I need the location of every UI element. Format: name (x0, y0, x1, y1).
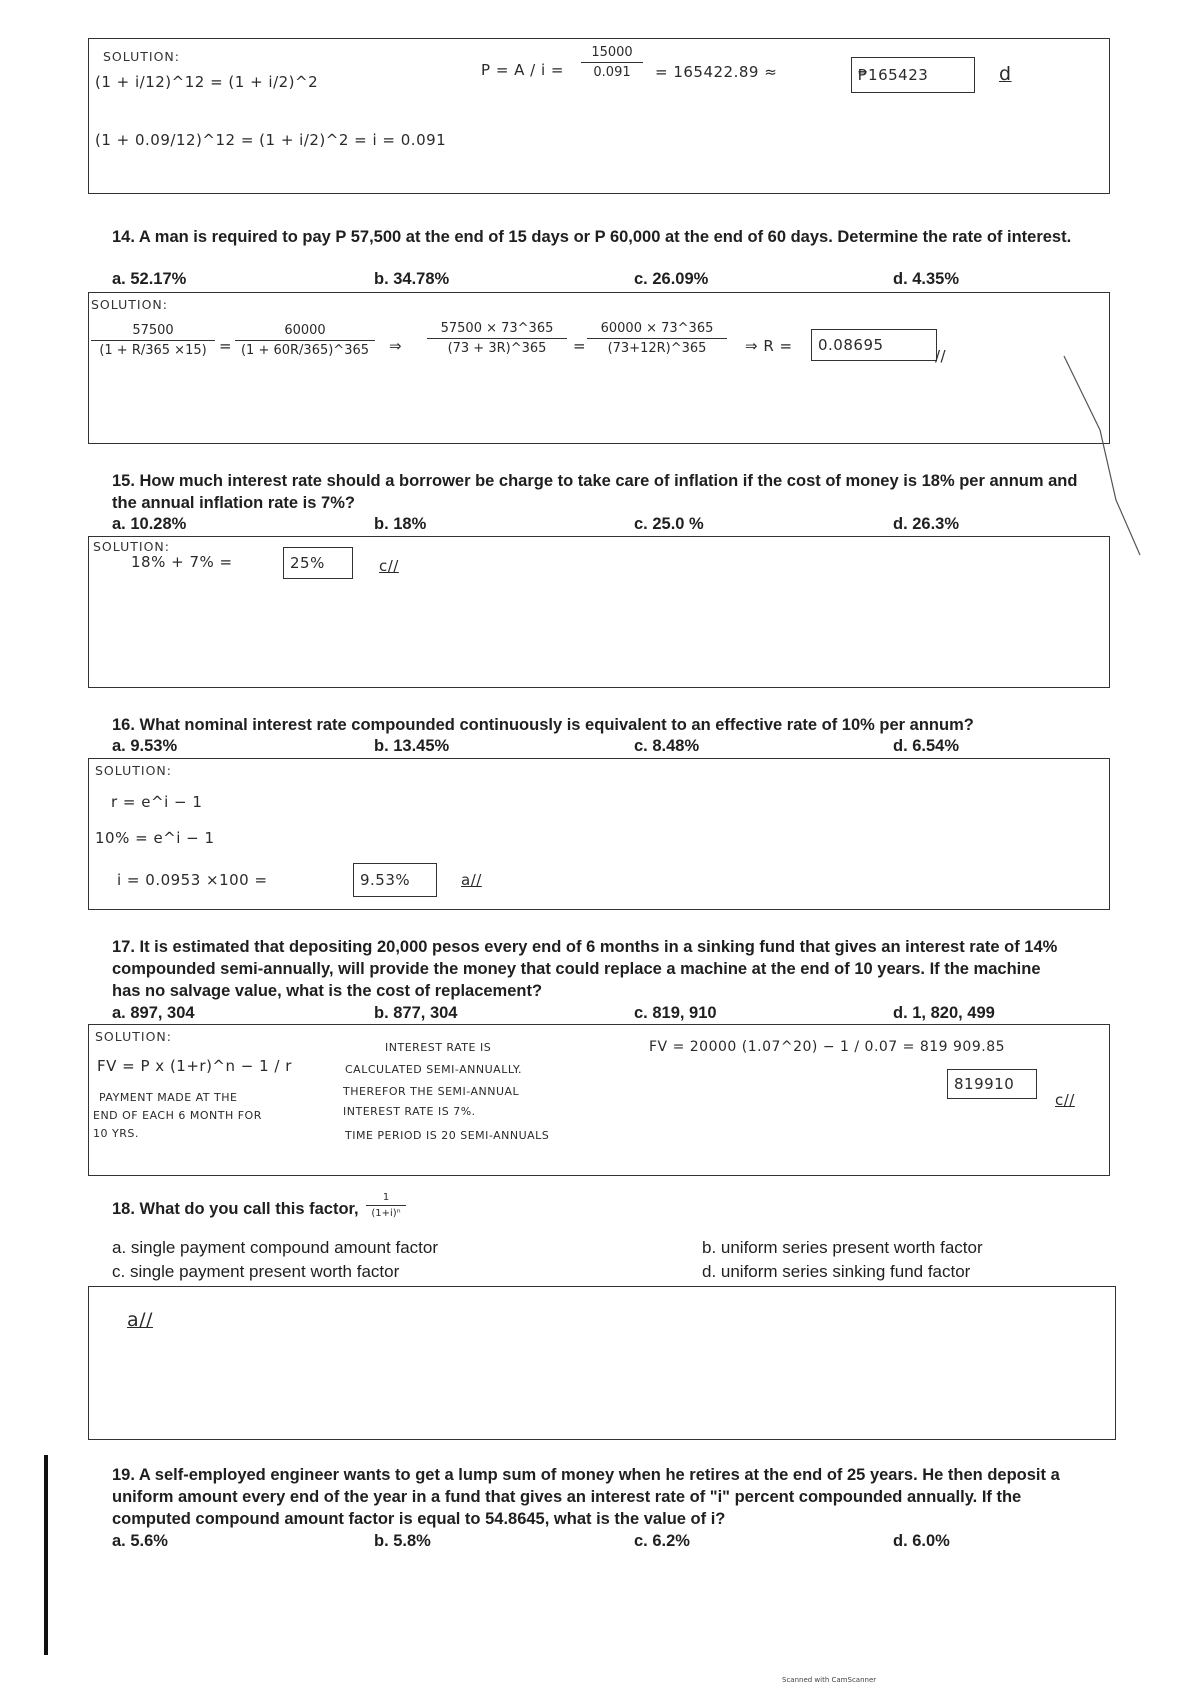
q14-solution-label: SOLUTION: (91, 297, 168, 312)
q14-answer: 0.08695 (811, 329, 937, 361)
pen-stroke-path (1064, 356, 1140, 555)
q16-answer: 9.53% (353, 863, 437, 897)
q17-note-mid-1: INTEREST RATE IS (385, 1041, 492, 1054)
q19-option-b: b. 5.8% (374, 1532, 431, 1550)
q14-f3-den: (73 + 3R)^365 (447, 341, 547, 356)
q17-letter: c// (1055, 1091, 1075, 1109)
q15-option-c: c. 25.0 % (634, 515, 704, 533)
q18-option-c: c. single payment present worth factor (112, 1262, 400, 1281)
q13-fraction-num: 15000 (591, 45, 633, 60)
q19-option-a: a. 5.6% (112, 1532, 168, 1550)
q16-line-3: i = 0.0953 ×100 = (117, 871, 268, 889)
q17-note-mid-3: THEREFOR THE SEMI-ANNUAL (343, 1085, 520, 1098)
q14-f1-den: (1 + R/365 ×15) (99, 343, 207, 358)
q14-question: 14. A man is required to pay P 57,500 at the end of 15 days or P 60,000 at the end of 60 days. Determine the rate of interest. (112, 228, 1072, 246)
q13-answer: ₱165423 (851, 57, 975, 93)
q14-f2-num: 60000 (284, 323, 326, 338)
q14-option-b: b. 34.78% (374, 270, 450, 288)
q17-fv: FV = 20000 (1.07^20) − 1 / 0.07 = 819 909.85 (649, 1039, 1006, 1055)
q18-answer: a// (127, 1309, 153, 1331)
q14-f1-num: 57500 (132, 323, 174, 338)
fraction-bar (91, 340, 215, 341)
q16-question: 16. What nominal interest rate compounded continuously is equivalent to an effective rate of 10% per annum? (112, 716, 974, 734)
q13-letter: d (999, 63, 1012, 85)
scan-margin-line (44, 1455, 48, 1655)
q14-f2-den: (1 + 60R/365)^365 (240, 343, 370, 358)
q14-f3-num: 57500 × 73^365 (440, 321, 554, 336)
q15-option-b: b. 18% (374, 515, 427, 533)
q17-note-left-2: END OF EACH 6 MONTH FOR (93, 1109, 262, 1122)
q18-option-d: d. uniform series sinking fund factor (702, 1262, 971, 1281)
q13-fraction (581, 45, 643, 80)
q16-solution-box (88, 758, 1110, 910)
q14-fraction-4 (587, 321, 727, 356)
q17-note-mid-5: TIME PERIOD IS 20 SEMI-ANNUALS (345, 1129, 550, 1142)
q19-option-d: d. 6.0% (893, 1532, 950, 1550)
q19-option-c: c. 6.2% (634, 1532, 690, 1550)
q14-result: ⇒ R = (745, 337, 793, 355)
q18-option-a: a. single payment compound amount factor (112, 1238, 439, 1257)
q16-line-2: 10% = e^i − 1 (95, 829, 215, 847)
q15-option-a: a. 10.28% (112, 515, 187, 533)
q13-p-equation: P = A / i = (481, 61, 565, 79)
q15-letter: c// (379, 557, 399, 575)
q14-f4-den: (73+12R)^365 (607, 341, 707, 356)
q14-equals-2: = (573, 337, 587, 355)
q16-option-d: d. 6.54% (893, 737, 960, 755)
q15-answer: 25% (283, 547, 353, 579)
q14-arrow-1: ⇒ (389, 337, 403, 355)
q14-option-a: a. 52.17% (112, 270, 187, 288)
q14-solution-box (88, 292, 1110, 444)
q16-line-1: r = e^i − 1 (111, 793, 203, 811)
fraction-bar (427, 338, 567, 339)
q14-fraction-1 (91, 323, 215, 358)
q17-option-a: a. 897, 304 (112, 1004, 195, 1022)
footer-watermark: Scanned with CamScanner (782, 1676, 877, 1684)
q17-note-left-3: 10 YRS. (93, 1127, 139, 1140)
q16-option-b: b. 13.45% (374, 737, 450, 755)
q18-factor-num: 1 (382, 1192, 390, 1203)
q18-option-b: b. uniform series present worth factor (702, 1238, 983, 1257)
q13-fraction-den: 0.091 (593, 65, 631, 80)
q17-option-b: b. 877, 304 (374, 1004, 458, 1022)
q19-question: 19. A self-employed engineer wants to get a lump sum of money when he retires at the end of 25 years. He then deposit a uniform amount every end of the year in a fund that gives an interest rate of "i" percent compounded annually. If the computed compound amount factor is equal to 54.8645, what is the value of i? (112, 1466, 1060, 1528)
fraction-bar (366, 1205, 406, 1206)
q17-formula: FV = P x (1+r)^n − 1 / r (97, 1057, 292, 1075)
q17-option-d: d. 1, 820, 499 (893, 1004, 995, 1022)
q13-solution-box (88, 38, 1110, 194)
q17-answer: 819910 (947, 1069, 1037, 1099)
q15-option-d: d. 26.3% (893, 515, 960, 533)
q14-option-c: c. 26.09% (634, 270, 709, 288)
q18-factor (366, 1192, 406, 1219)
q17-note-mid-4: INTEREST RATE IS 7%. (343, 1105, 476, 1118)
q17-question: 17. It is estimated that depositing 20,000 pesos every end of 6 months in a sinking fund that gives an interest rate of 14% compounded semi-annually, will provide the money that could replace a machine at the end of 10 years. If the machine has no salvage value, what is the cost of replacement? (112, 938, 1058, 1000)
fraction-bar (235, 340, 375, 341)
q18-solution-box (88, 1286, 1116, 1440)
q13-solution-label: SOLUTION: (103, 49, 180, 64)
q16-option-a: a. 9.53% (112, 737, 178, 755)
q15-question: 15. How much interest rate should a borrower be charge to take care of inflation if the cost of money is 18% per annum and the annual inflation rate is 7%? (112, 472, 1078, 512)
q18-question: 18. What do you call this factor, (112, 1200, 359, 1218)
q15-solution-box (88, 536, 1110, 688)
q13-equation-1: (1 + i/12)^12 = (1 + i/2)^2 (95, 73, 319, 91)
q14-option-d: d. 4.35% (893, 270, 960, 288)
q17-note-mid-2: CALCULATED SEMI-ANNUALLY. (345, 1063, 522, 1076)
q14-fraction-3 (427, 321, 567, 356)
q14-fraction-2 (235, 323, 375, 358)
q14-equals-1: = (219, 337, 233, 355)
q18-factor-den: (1+i)ⁿ (371, 1208, 401, 1219)
q16-solution-label: SOLUTION: (95, 763, 172, 778)
fraction-bar (587, 338, 727, 339)
q13-result: = 165422.89 ≈ (655, 63, 778, 81)
q17-option-c: c. 819, 910 (634, 1004, 717, 1022)
q17-note-left-1: PAYMENT MADE AT THE (99, 1091, 238, 1104)
q17-solution-box (88, 1024, 1110, 1176)
q15-work: 18% + 7% = (131, 553, 233, 571)
q16-letter: a// (461, 871, 482, 889)
q13-equation-2: (1 + 0.09/12)^12 = (1 + i/2)^2 = i = 0.091 (95, 131, 447, 149)
q17-solution-label: SOLUTION: (95, 1029, 172, 1044)
q14-f4-num: 60000 × 73^365 (600, 321, 714, 336)
q15-solution-label: SOLUTION: (93, 539, 170, 554)
fraction-bar (581, 62, 643, 63)
q16-option-c: c. 8.48% (634, 737, 700, 755)
q14-mark: // (935, 347, 947, 365)
